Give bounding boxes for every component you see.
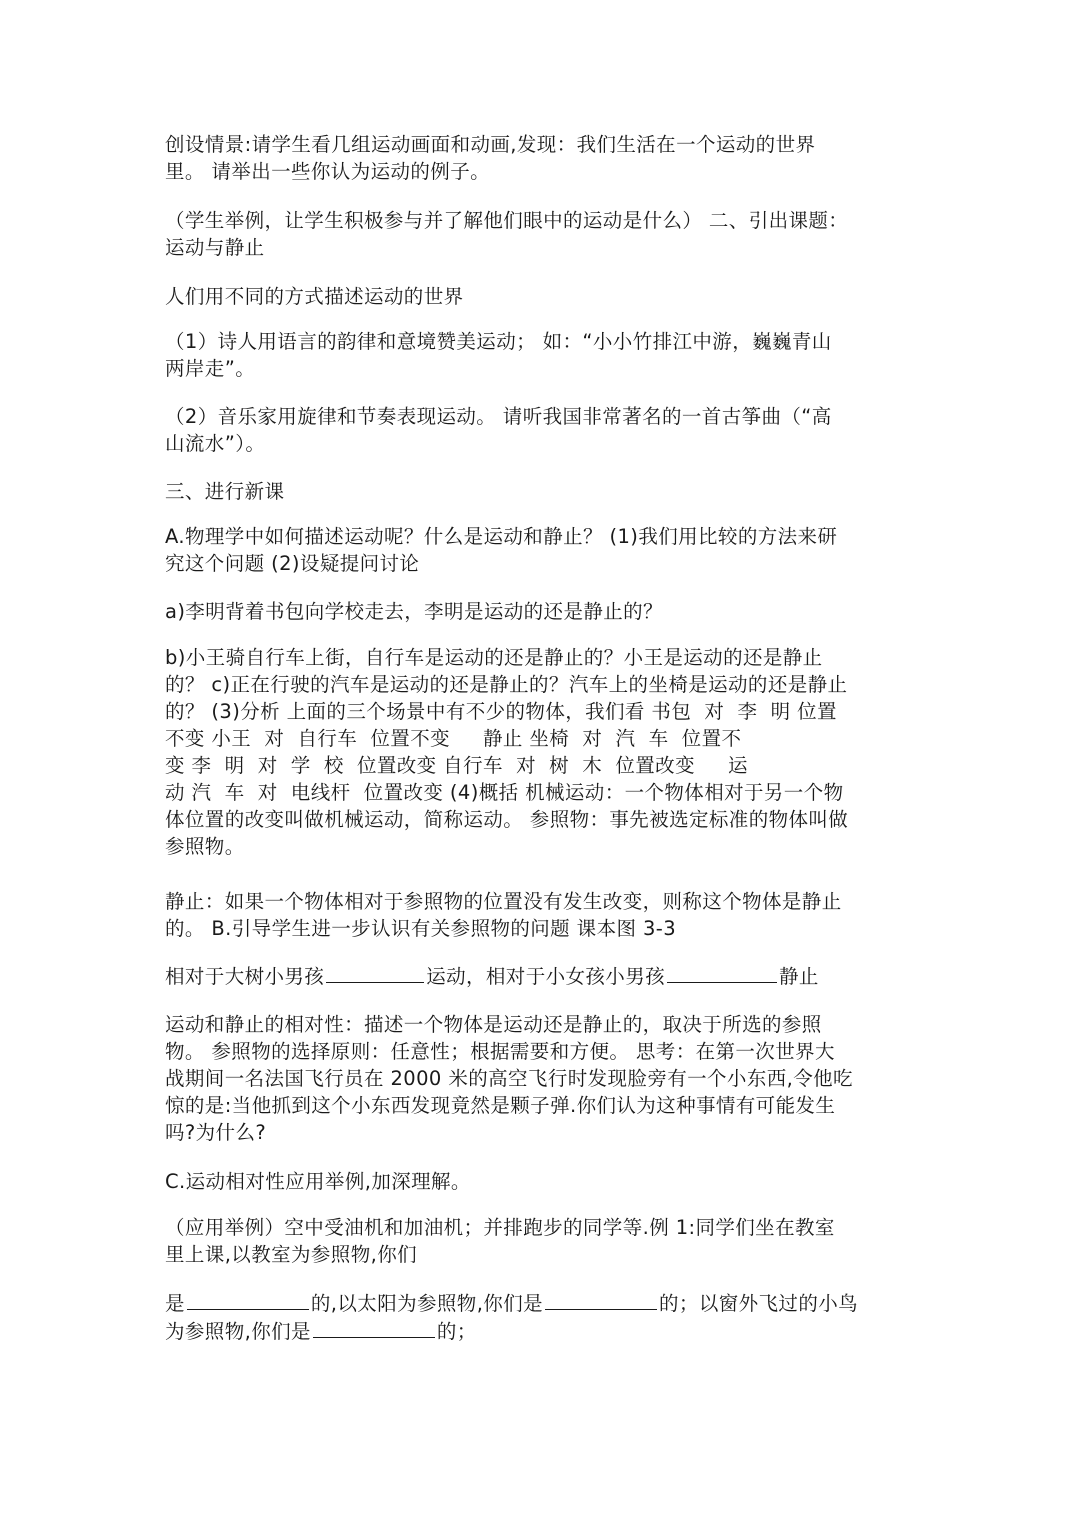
paragraph-fill-in-reference bbox=[165, 1289, 915, 1345]
text-line: 人们用不同的方式描述运动的世界 bbox=[165, 285, 464, 308]
text-line: （应用举例）空中受油机和加油机；并排跑步的同学等.例 1:同学们坐在教室 bbox=[165, 1216, 835, 1239]
section-heading-new-lesson bbox=[165, 478, 915, 505]
text-line: 参照物。 bbox=[165, 835, 245, 858]
text-line: 的？ c)正在行驶的汽车是运动的还是静止的？汽车上的坐椅是运动的还是静止 bbox=[165, 673, 848, 696]
text-line: （2）音乐家用旋律和节奏表现运动。 请听我国非常著名的一首古筝曲（“高 bbox=[165, 405, 832, 428]
text-line: 体位置的改变叫做机械运动，简称运动。 参照物：事先被选定标准的物体叫做 bbox=[165, 808, 849, 831]
paragraph-application-heading bbox=[165, 1168, 915, 1195]
text-segment: 为参照物,你们是 bbox=[165, 1320, 311, 1343]
paragraph-ways-to-describe bbox=[165, 283, 915, 310]
text-line: 里上课,以教室为参照物,你们 bbox=[165, 1243, 417, 1266]
text-line: 运动与静止 bbox=[165, 236, 265, 259]
text-line: 物。 参照物的选择原则：任意性；根据需要和方便。 思考：在第一次世界大 bbox=[165, 1040, 835, 1063]
text-line bbox=[165, 962, 915, 990]
paragraph-student-examples bbox=[165, 207, 915, 261]
text-line: 吗?为什么? bbox=[165, 1121, 267, 1144]
text-segment: 相对于大树小男孩 bbox=[165, 965, 325, 988]
text-line: 不变 小王 对 自行车 位置不变 静止 坐椅 对 汽 车 位置不 bbox=[165, 727, 742, 750]
text-line: 静止：如果一个物体相对于参照物的位置没有发生改变，则称这个物体是静止 bbox=[165, 890, 842, 913]
text-line: 运动和静止的相对性：描述一个物体是运动还是静止的，取决于所选的参照 bbox=[165, 1013, 822, 1036]
text-line: A.物理学中如何描述运动呢？什么是运动和静止？ (1)我们用比较的方法来研 bbox=[165, 525, 838, 548]
paragraph-musician bbox=[165, 403, 915, 457]
text-segment: 的；以窗外飞过的小鸟 bbox=[659, 1292, 859, 1315]
text-segment: 静止 bbox=[779, 965, 819, 988]
text-line: 的？ (3)分析 上面的三个场景中有不少的物体，我们看 书包 对 李 明 位置 bbox=[165, 700, 837, 723]
text-line: 三、进行新课 bbox=[165, 480, 285, 503]
text-segment: 是 bbox=[165, 1292, 185, 1315]
text-line: 究这个问题 (2)设疑提问讨论 bbox=[165, 552, 420, 575]
text-line bbox=[165, 1317, 915, 1345]
paragraph-question-b-analysis bbox=[165, 644, 915, 860]
text-segment: 的,以太阳为参照物,你们是 bbox=[310, 1292, 544, 1315]
paragraph-fill-in-boy bbox=[165, 962, 915, 990]
text-line: b)小王骑自行车上街，自行车是运动的还是静止的？小王是运动的还是静止 bbox=[165, 646, 823, 669]
answer-blank[interactable] bbox=[187, 1289, 309, 1310]
text-line: 里。 请举出一些你认为运动的例子。 bbox=[165, 160, 490, 183]
text-line: 动 汽 车 对 电线杆 位置改变 (4)概括 机械运动：一个物体相对于另一个物 bbox=[165, 781, 844, 804]
text-line: 变 李 明 对 学 校 位置改变 自行车 对 树 木 位置改变 运 bbox=[165, 754, 748, 777]
text-line: 战期间一名法国飞行员在 2000 米的高空飞行时发现脸旁有一个小东西,令他吃 bbox=[165, 1067, 853, 1090]
answer-blank[interactable] bbox=[545, 1289, 657, 1310]
text-segment: 运动，相对于小女孩小男孩 bbox=[426, 965, 666, 988]
text-line: a)李明背着书包向学校走去，李明是运动的还是静止的？ bbox=[165, 600, 663, 623]
text-line: （1）诗人用语言的韵律和意境赞美运动； 如：“小小竹排江中游，巍巍青山 bbox=[165, 330, 832, 353]
paragraph-physics-question bbox=[165, 523, 915, 577]
paragraph-application-examples bbox=[165, 1214, 915, 1268]
paragraph-poet bbox=[165, 328, 915, 382]
answer-blank[interactable] bbox=[326, 962, 424, 983]
paragraph-relativity bbox=[165, 1011, 915, 1146]
text-segment: 的； bbox=[436, 1320, 477, 1343]
text-line: C.运动相对性应用举例,加深理解。 bbox=[165, 1170, 471, 1193]
text-line: 的。 B.引导学生进一步认识有关参照物的问题 课本图 3-3 bbox=[165, 917, 677, 940]
text-line: 山流水”）。 bbox=[165, 432, 266, 455]
text-line: （学生举例，让学生积极参与并了解他们眼中的运动是什么） 二、引出课题： bbox=[165, 209, 849, 232]
paragraph-question-a bbox=[165, 598, 915, 625]
paragraph-scenario bbox=[165, 131, 915, 185]
answer-blank[interactable] bbox=[667, 962, 777, 983]
text-line: 两岸走”。 bbox=[165, 357, 256, 380]
paragraph-static-definition bbox=[165, 888, 915, 942]
text-line bbox=[165, 1289, 915, 1317]
answer-blank[interactable] bbox=[313, 1317, 435, 1338]
text-line: 创设情景:请学生看几组运动画面和动画,发现：我们生活在一个运动的世界 bbox=[165, 133, 816, 156]
text-line: 惊的是:当他抓到这个小东西发现竟然是颗子弹.你们认为这种事情有可能发生 bbox=[165, 1094, 836, 1117]
